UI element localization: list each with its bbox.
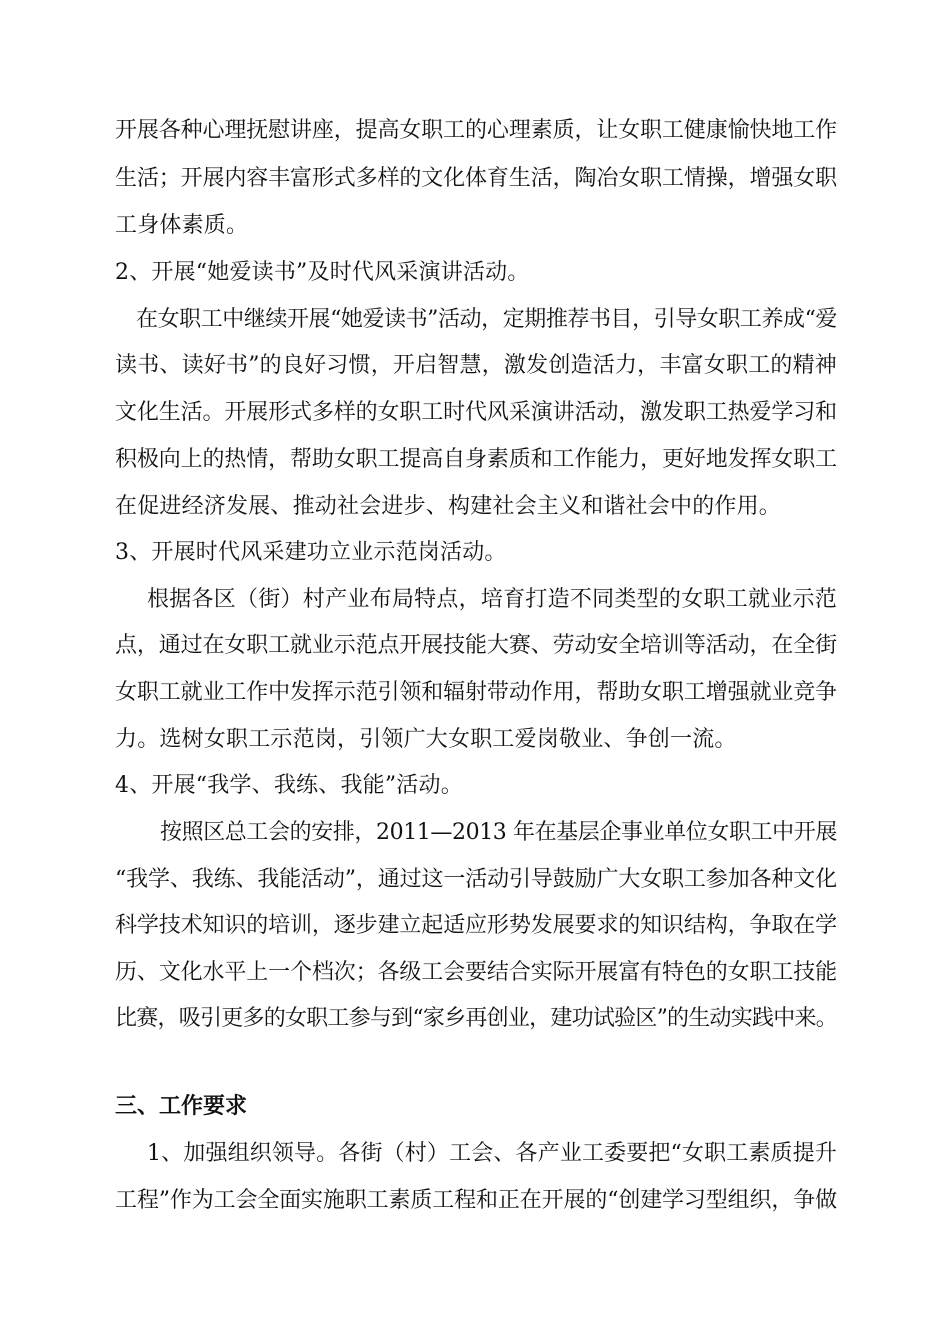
paragraph-line: 比赛，吸引更多的女职工参与到“家乡再创业，建功试验区”的生动实践中来。 (115, 1006, 837, 1031)
paragraph-line: 在促进经济发展、推动社会进步、构建社会主义和谐社会中的作用。 (115, 494, 782, 519)
section-heading: 三、工作要求 (115, 1094, 248, 1119)
paragraph-line: “我学、我练、我能活动”，通过这一活动引导鼓励广大女职工参加各种文化 (115, 867, 838, 892)
paragraph-line: 工身体素质。 (115, 213, 249, 238)
list-item-heading: 2、开展“她爱读书”及时代风采演讲活动。 (115, 260, 530, 285)
paragraph-line: 点，通过在女职工就业示范点开展技能大赛、劳动安全培训等活动，在全街 (115, 633, 837, 658)
paragraph-line: 力。选树女职工示范岗，引领广大女职工爱岗敬业、争创一流。 (115, 727, 737, 752)
paragraph-line: 生活；开展内容丰富形式多样的文化体育生活，陶冶女职工情操，增强女职 (115, 166, 837, 191)
paragraph-line: 科学技术知识的培训，逐步建立起适应形势发展要求的知识结构，争取在学 (115, 913, 837, 938)
list-item-heading: 3、开展时代风采建功立业示范岗活动。 (115, 540, 507, 565)
paragraph-line: 开展各种心理抚慰讲座，提高女职工的心理素质，让女职工健康愉快地工作 (115, 118, 837, 143)
paragraph-line: 读书、读好书”的良好习惯，开启智慧，激发创造活力，丰富女职工的精神 (115, 353, 837, 378)
paragraph-line: 1、加强组织领导。各街（村）工会、各产业工委要把“女职工素质提升 (147, 1141, 837, 1166)
paragraph-line: 在女职工中继续开展“她爱读书”活动，定期推荐书目，引导女职工养成“爱 (136, 307, 837, 332)
paragraph-line: 女职工就业工作中发挥示范引领和辐射带动作用，帮助女职工增强就业竞争 (115, 680, 837, 705)
paragraph-line: 积极向上的热情，帮助女职工提高自身素质和工作能力，更好地发挥女职工 (115, 447, 837, 472)
paragraph-line: 文化生活。开展形式多样的女职工时代风采演讲活动，激发职工热爱学习和 (115, 400, 837, 425)
paragraph-line: 历、文化水平上一个档次；各级工会要结合实际开展富有特色的女职工技能 (115, 960, 837, 985)
paragraph-line: 根据各区（街）村产业布局特点，培育打造不同类型的女职工就业示范 (147, 587, 837, 612)
list-item-heading: 4、开展“我学、我练、我能”活动。 (115, 773, 463, 798)
paragraph-line: 按照区总工会的安排，2011—2013 年在基层企事业单位女职工中开展 (160, 820, 837, 845)
paragraph-line: 工程”作为工会全面实施职工素质工程和正在开展的“创建学习型组织，争做 (115, 1188, 838, 1213)
